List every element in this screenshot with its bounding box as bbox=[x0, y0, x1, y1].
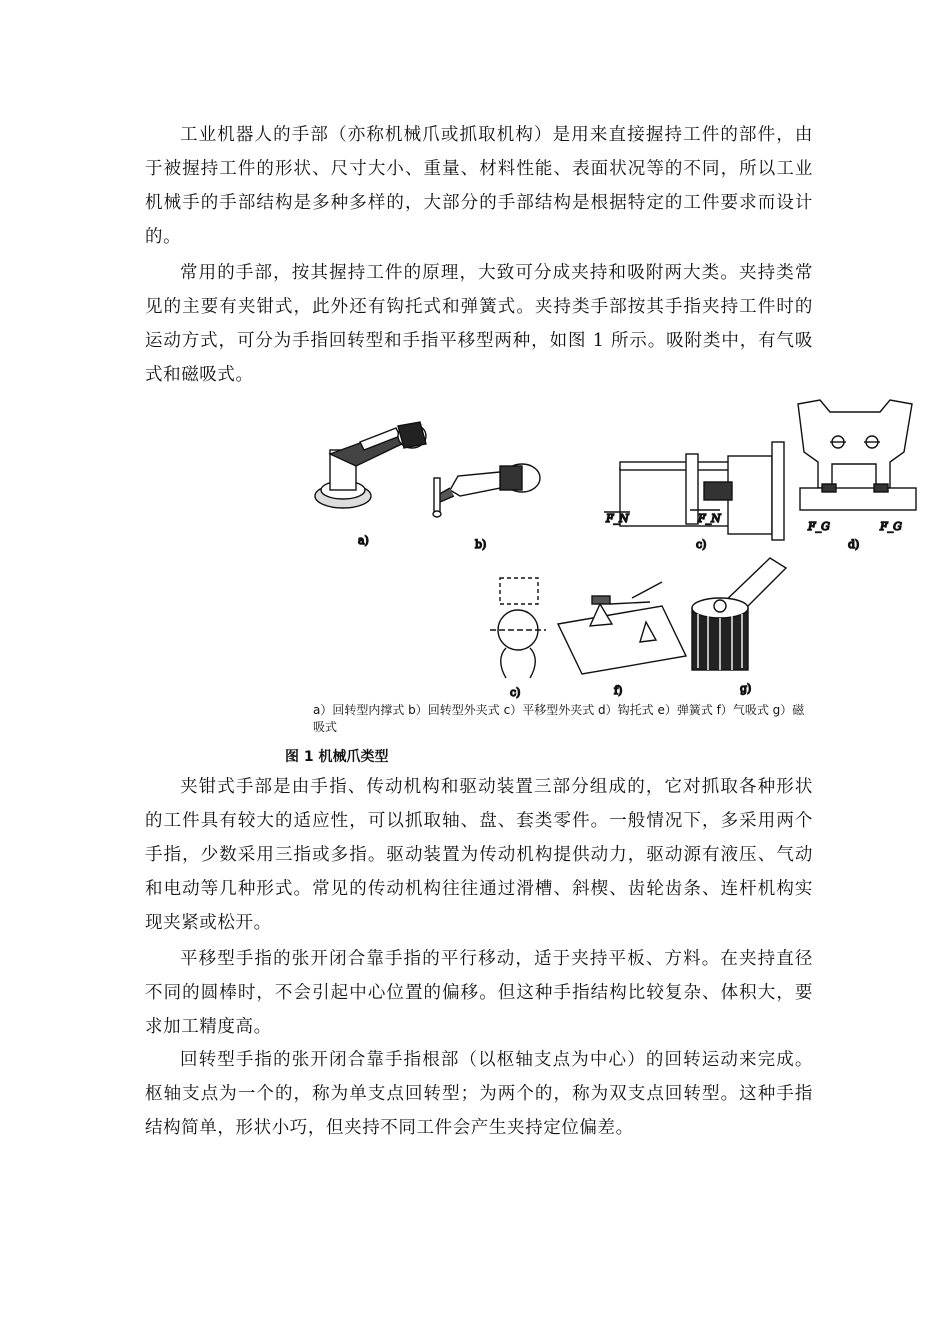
force-label-fn-1: F_N bbox=[606, 512, 629, 525]
figure-label-d: d) bbox=[848, 538, 860, 551]
paragraph-parallel-fingers: 平移型手指的张开闭合靠手指的平行移动，适于夹持平板、方料。在夹持直径不同的圆棒时，不会引起中心位置的偏移。但这种手指结构比较复杂、体积大，要求加工精度高。 bbox=[145, 949, 813, 1037]
paragraph-clamp-type: 夹钳式手部是由手指、传动机构和驱动装置三部分组成的，它对抓取各种形状的工件具有较大的适应性，可以抓取轴、盘、套类零件。一般情况下，多采用两个手指，少数采用三指或多指。驱动装置为传动机构提供动力，驱动源有液压、气动和电动等几种形式。常见的传动机构往往通过滑槽、斜楔、齿轮齿条、连杆机构实现夹紧或松开。 bbox=[145, 777, 813, 933]
figure-label-b: b) bbox=[475, 538, 487, 551]
force-label-fn-2: F_N bbox=[698, 512, 721, 525]
figure-g-illustration bbox=[692, 558, 786, 670]
figure-label-e: c) bbox=[510, 686, 521, 699]
figure-caption: a）回转型内撑式 b）回转型外夹式 c）平移型外夹式 d）钩托式 e）弹簧式 f）气吸式 g）磁吸式 bbox=[313, 703, 805, 734]
figure-label-c: c) bbox=[696, 538, 707, 551]
force-label-fg-1: F_G bbox=[808, 520, 830, 533]
gripper-types-figure bbox=[300, 392, 920, 708]
figure-label-f: f) bbox=[614, 684, 623, 697]
figure-c-illustration bbox=[604, 442, 784, 540]
paragraph-classification: 常用的手部，按其握持工件的原理，大致可分成夹持和吸附两大类。夹持类常见的主要有夹钳式，此外还有钩托式和弹簧式。夹持类手部按其手指夹持工件时的运动方式，可分为手指回转型和手指平移型两种，如图 1 所示。吸附类中，有气吸式和磁吸式。 bbox=[145, 263, 813, 385]
figure-label-a: a) bbox=[358, 534, 369, 547]
figure-a-illustration bbox=[315, 422, 426, 508]
paragraph-rotary-fingers: 回转型手指的张开闭合靠手指根部（以枢轴支点为中心）的回转运动来完成。枢轴支点为一个的，称为单支点回转型；为两个的，称为双支点回转型。这种手指结构简单，形状小巧，但夹持不同工件会产生夹持定位偏差。 bbox=[145, 1050, 813, 1138]
figure-label-g: g) bbox=[740, 682, 752, 695]
figure-title: 图 1 机械爪类型 bbox=[285, 749, 389, 765]
paragraph-intro: 工业机器人的手部（亦称机械爪或抓取机构）是用来直接握持工件的部件，由于被握持工件的形状、尺寸大小、重量、材料性能、表面状况等的不同，所以工业机械手的手部结构是多种多样的，大部分的手部结构是根据特定的工件要求而设计的。 bbox=[145, 125, 813, 247]
figure-d-illustration bbox=[798, 400, 916, 510]
force-label-fg-2: F_G bbox=[880, 520, 902, 533]
figure-b-illustration bbox=[433, 464, 540, 517]
figure-e-illustration bbox=[490, 578, 546, 678]
figure-f-illustration bbox=[558, 582, 686, 674]
